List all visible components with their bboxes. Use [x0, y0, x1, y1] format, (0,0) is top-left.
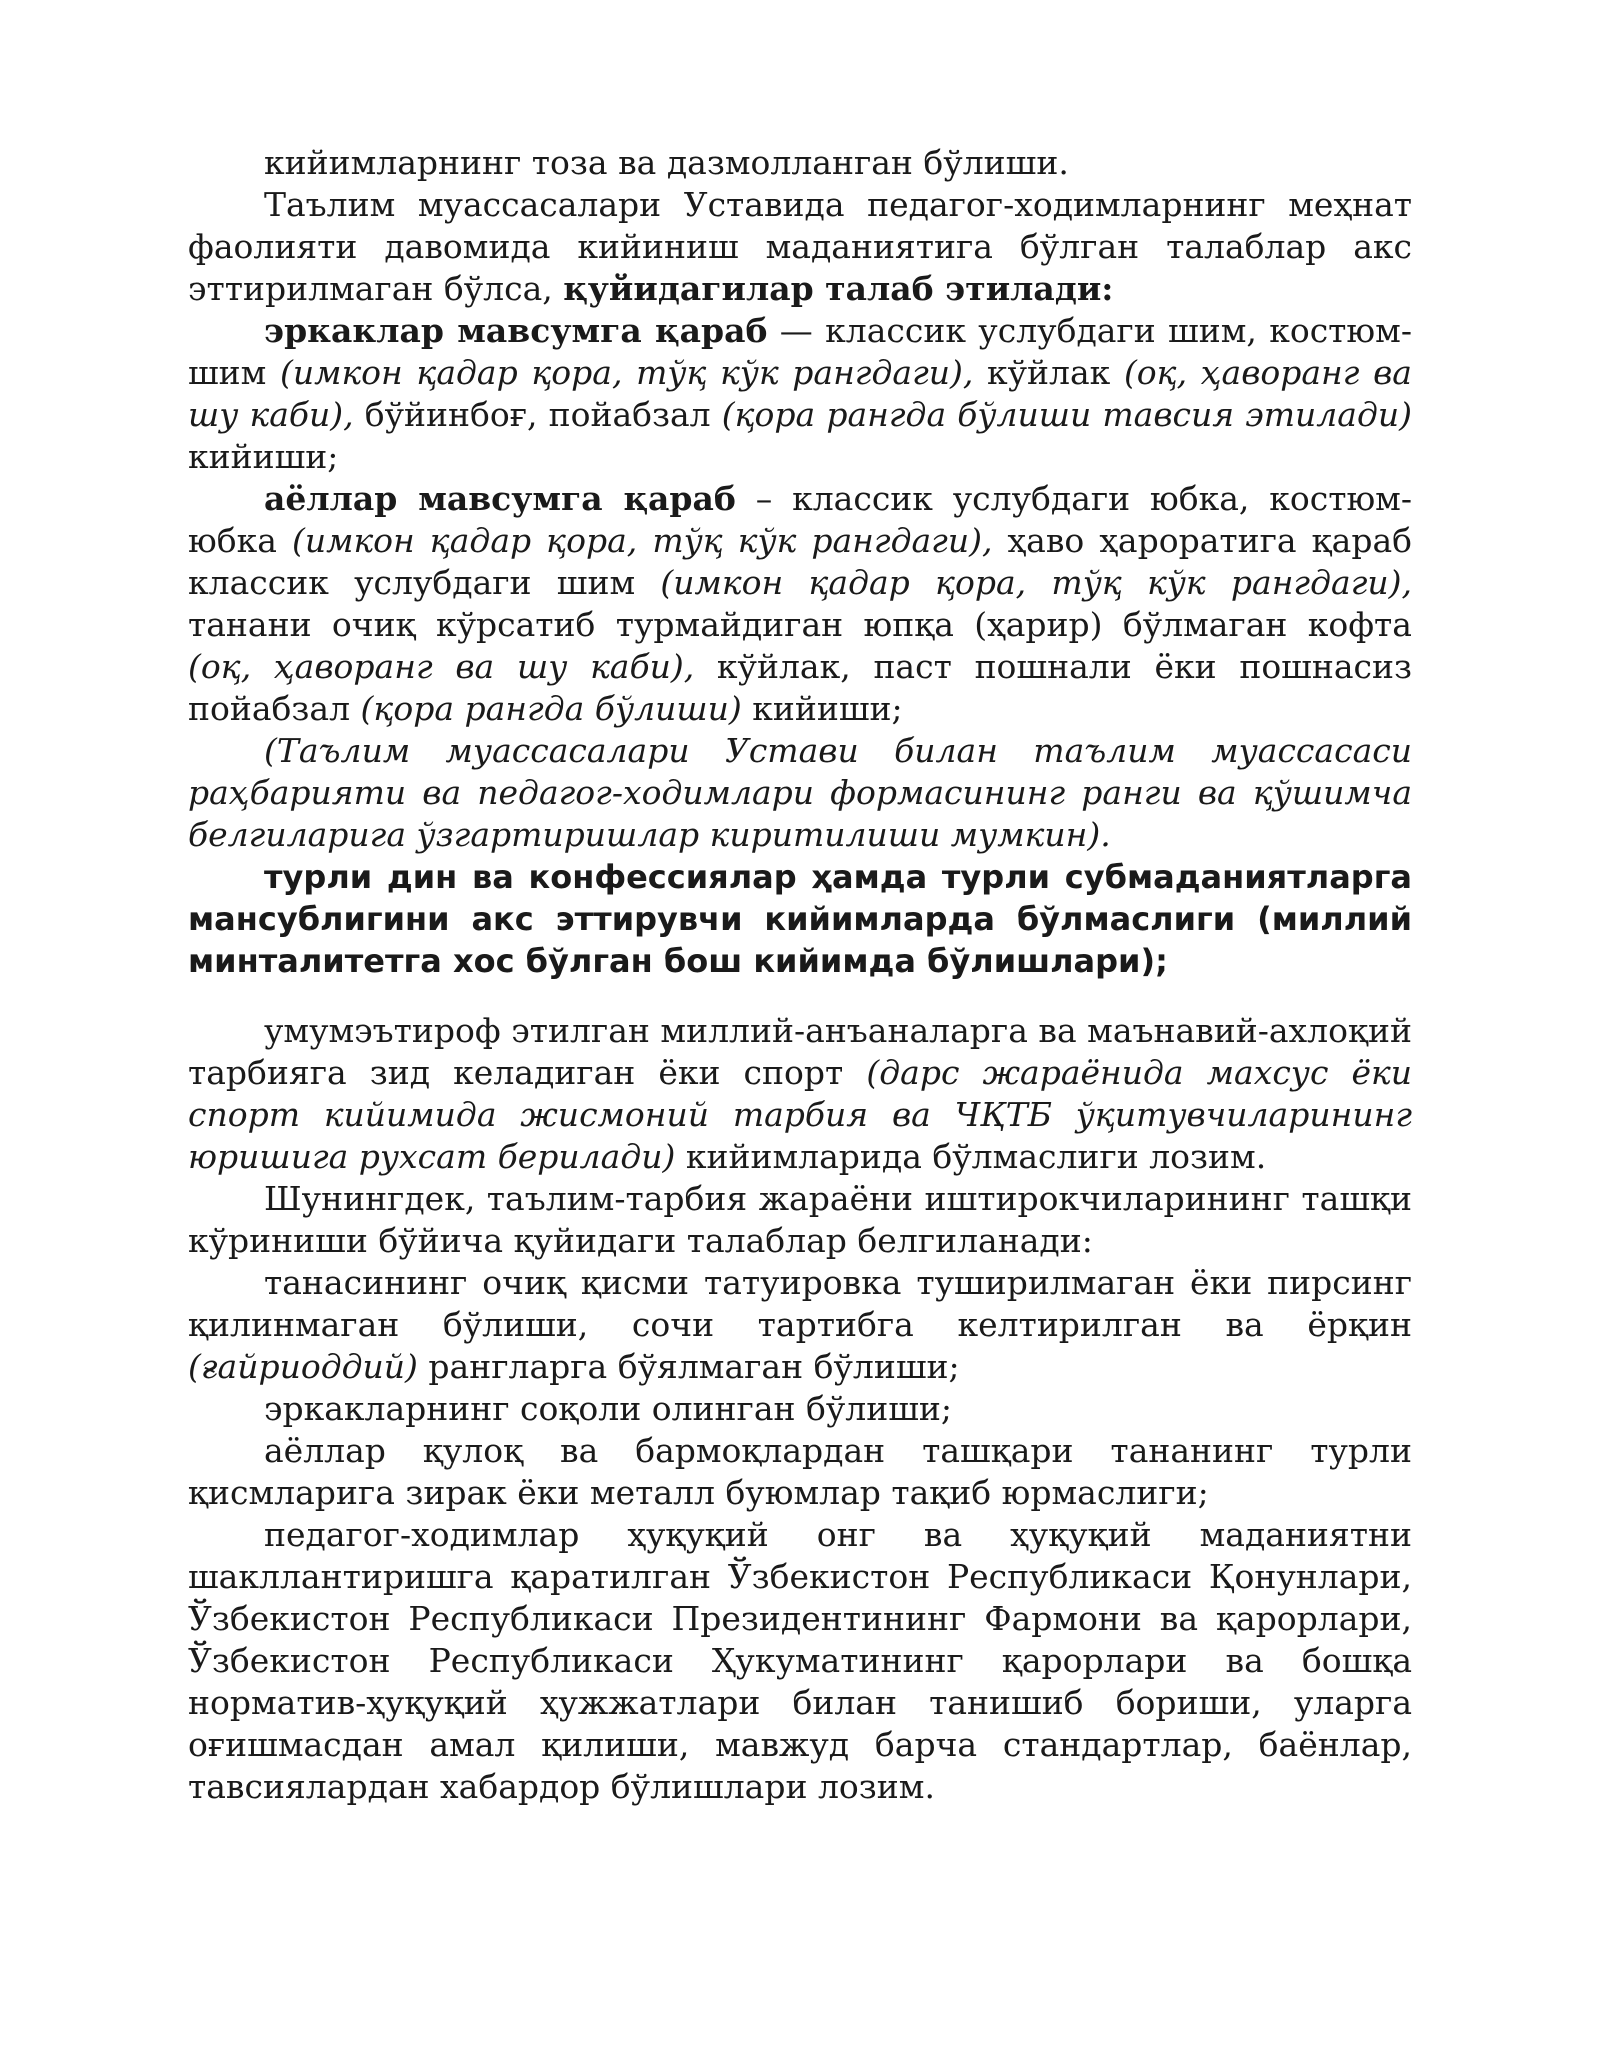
tattoo-text-1: танасининг очиқ қисми татуировка туширилмаган ёки пирсинг қилинмаган бўлиши, сочи тартибга келтирилган ва ёрқин — [188, 1263, 1412, 1344]
paragraph-appearance-intro — [188, 1178, 1412, 1262]
appearance-intro-text: Шунингдек, таълим-тарбия жараёни иштирокчиларининг ташқи кўриниши бўйича қуйидаги талаблар белгиланади: — [188, 1179, 1412, 1260]
paragraph-men-dress — [188, 310, 1412, 478]
religion-text: турли дин ва конфессиялар ҳамда турли субмаданиятларга мансублигини акс эттирувчи кийимларда бўлмаслиги (миллий минталитетга хос бўлган бош кийимда бўлишлари); — [188, 858, 1412, 980]
paragraph-1-text: кийимларнинг тоза ва дазмолланган бўлиши. — [264, 143, 1069, 182]
jewelry-text: аёллар қулоқ ва бармоқлардан ташқари тананинг турли қисмларига зирак ёки металл буюмлар тақиб юрмаслиги; — [188, 1431, 1412, 1512]
women-text-4: кўйлак, паст пошнали ёки пошнасиз пойабзал — [188, 647, 1413, 728]
tattoo-text-2: рангларга бўялмаган бўлиши; — [417, 1347, 960, 1386]
paragraph-religion — [188, 856, 1412, 982]
men-text-4: кийиши; — [188, 437, 339, 476]
women-italic-4: (қора рангда бўлиши) — [360, 689, 742, 728]
women-text-1: – классик услубдаги юбка, костюм-юбка — [188, 479, 1412, 560]
men-italic-1: (имкон қадар қора, тўқ кўк рангдаги), — [279, 353, 974, 392]
document-page — [188, 142, 1412, 1808]
paragraph-sport — [188, 1010, 1412, 1178]
uniform-note-text: (Таълим муассасалари Устави билан таълим муассасаси раҳбарияти ва педагог-ходимлари формасининг ранги ва қўшимча белгиларига ўзгартиришлар киритилиши мумкин). — [188, 731, 1412, 854]
paragraph-legal — [188, 1514, 1412, 1808]
sport-text-2: кийимларида бўлмаслиги лозим. — [675, 1137, 1267, 1176]
men-text-2: кўйлак — [973, 353, 1124, 392]
women-italic-3: (оқ, ҳаворанг ва шу каби), — [188, 647, 695, 686]
sport-italic: (дарс жараёнида махсус ёки спорт кийимида жисмоний тарбия ва ЧҚТБ ўқитувчиларининг юришига рухсат берилади) — [188, 1053, 1413, 1176]
legal-text: педагог-ходимлар ҳуқуқий онг ва ҳуқуқий маданиятни шакллантиришга қаратилган Ўзбекистон Республикаси Қонунлари, Ўзбекистон Республикаси Президентининг Фармони ва қарорлари, Ўзбекистон Республикаси Ҳукуматининг қарорлари ва бошқа норматив-ҳуқуқий ҳужжатлари билан танишиб бориши, уларга оғишмасдан амал қилиши, мавжуд барча стандартлар, баёнлар, тавсиялардан хабардор бўлишлари лозим. — [188, 1515, 1412, 1806]
paragraph-2 — [188, 184, 1412, 310]
beard-text: эркакларнинг соқоли олинган бўлиши; — [264, 1389, 953, 1428]
paragraph-tattoo — [188, 1262, 1412, 1388]
paragraph-2-text: Таълим муассасалари Уставида педагог-ходимларнинг меҳнат фаолияти давомида кийиниш маданиятига бўлган талаблар акс эттирилмаган бўлса, — [188, 185, 1412, 308]
men-heading: эркаклар мавсумга қараб — [264, 311, 768, 350]
men-italic-3: (қора рангда бўлиши тавсия этилади) — [721, 395, 1412, 434]
men-text-1: — классик услубдаги шим, костюм-шим — [188, 311, 1412, 392]
paragraph-uniform-note — [188, 730, 1412, 856]
women-italic-1: (имкон қадар қора, тўқ кўк рангдаги), — [291, 521, 993, 560]
paragraph-women-dress — [188, 478, 1412, 730]
paragraph-gap — [188, 982, 1412, 1010]
women-italic-2: (имкон қадар қора, тўқ кўк рангдаги), — [660, 563, 1412, 602]
paragraph-1 — [188, 142, 1412, 184]
tattoo-italic: (ғайриоддий) — [188, 1347, 418, 1386]
women-text-5: кийиши; — [741, 689, 903, 728]
paragraph-beard — [188, 1388, 1412, 1430]
paragraph-2-bold: қуйидагилар талаб этилади: — [563, 269, 1114, 308]
men-italic-2: (оқ, ҳаворанг ва шу каби), — [188, 353, 1412, 434]
men-text-3: бўйинбоғ, пойабзал — [353, 395, 722, 434]
sport-text-1: умумэътироф этилган миллий-анъаналарга ва маънавий-ахлоқий тарбияга зид келадиган ёки спорт — [188, 1011, 1412, 1092]
women-heading: аёллар мавсумга қараб — [264, 479, 736, 518]
paragraph-jewelry — [188, 1430, 1412, 1514]
women-text-2: ҳаво ҳароратига қараб классик услубдаги шим — [188, 521, 1412, 602]
women-text-3: танани очиқ кўрсатиб турмайдиган юпқа (ҳарир) бўлмаган кофта — [188, 605, 1412, 644]
